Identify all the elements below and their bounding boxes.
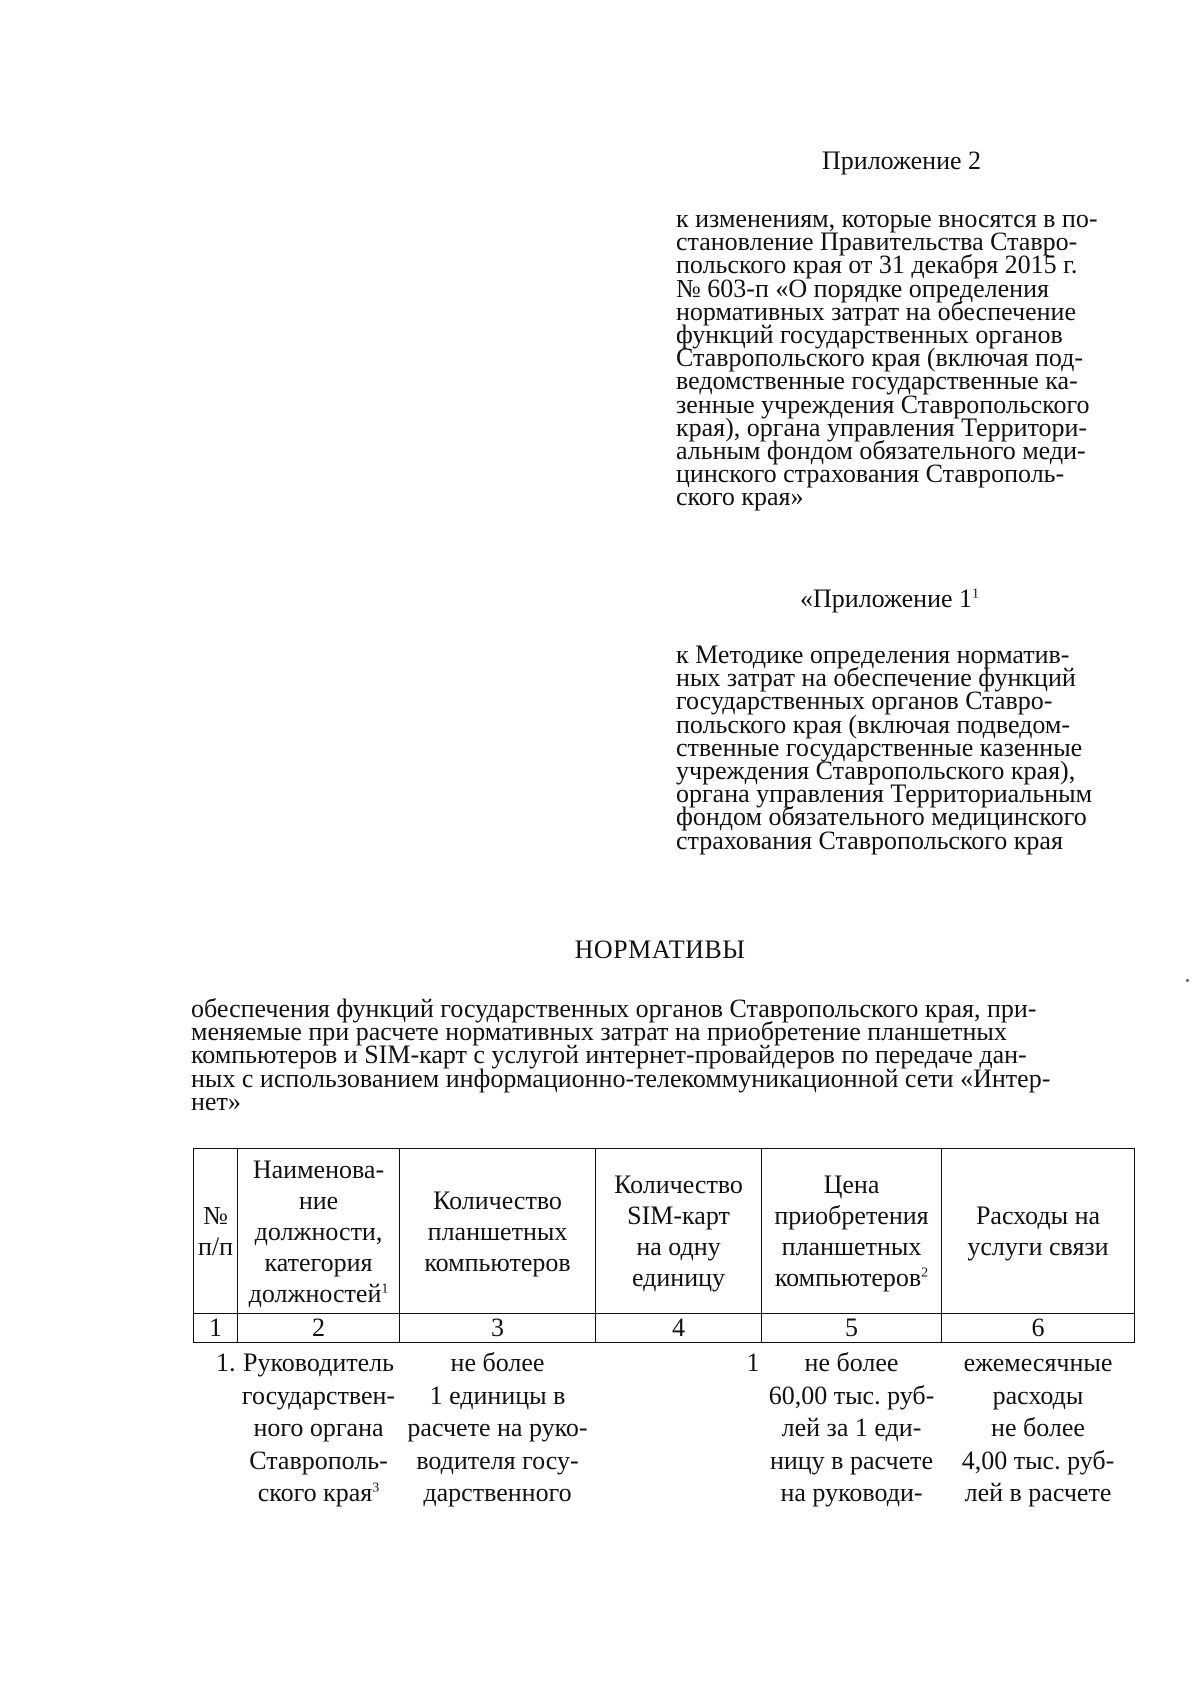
appendix-2-line: становление Правительства Ставро- [676, 227, 1078, 257]
header-line: на одну [636, 1232, 721, 1261]
appendix-1-line: ственные государственные казенные [676, 732, 1083, 762]
appendix-1-heading [800, 584, 979, 614]
header-line [240, 1278, 397, 1309]
cell-line: 1 единицы в [429, 1380, 566, 1410]
subtitle-line: ных с использованием информационно-телекоммуникационной сети «Интер- [191, 1063, 1051, 1093]
cell-line: ного органа [253, 1413, 384, 1442]
cell-line [240, 1477, 398, 1510]
header-position [238, 1149, 400, 1314]
table-header-row [194, 1149, 1135, 1314]
appendix-2-line: № 603-п «О порядке определения [676, 273, 1049, 303]
cell-line: на руководи- [780, 1478, 923, 1507]
appendix-1-line: ных затрат на обеспечение функций [676, 663, 1076, 693]
cell-line: 4,00 тыс. руб- [961, 1445, 1115, 1475]
appendix-2-line: функций государственных органов [676, 320, 1063, 350]
cell-line: лей в расчете [964, 1478, 1112, 1507]
cell-line: ежемесячные [963, 1348, 1113, 1377]
cell-line: Ставрополь- [249, 1445, 388, 1475]
cell-line: не более [991, 1413, 1085, 1442]
column-number: 6 [942, 1314, 1135, 1343]
cell-line: дарственного [423, 1478, 572, 1507]
appendix-2-line: края), органа управления Территори- [676, 412, 1088, 442]
norms-table [193, 1148, 1135, 1510]
footnote-mark: 1 [381, 1280, 389, 1296]
scan-speck [1186, 979, 1189, 982]
cell-position [238, 1343, 400, 1510]
cell-number [194, 1343, 238, 1510]
appendix-2-line: цинского страхования Ставрополь- [676, 459, 1065, 489]
cell-comm-costs [942, 1343, 1135, 1510]
appendix-1-heading-text: «Приложение 1 [800, 584, 973, 613]
column-number: 3 [400, 1314, 596, 1343]
cell-line: не более [450, 1348, 545, 1377]
appendix-2-line: ведомственные государственные ка- [676, 366, 1078, 396]
appendix-1-line: учреждения Ставропольского края), [676, 756, 1076, 786]
cell-line: государствен- [241, 1380, 396, 1410]
header-line: Цена [823, 1170, 880, 1199]
document-title: НОРМАТИВЫ [574, 935, 746, 964]
appendix-1-line: польского края (включая подведом- [676, 709, 1071, 739]
appendix-2-heading: Приложение 2 [822, 146, 982, 175]
header-line: Наименова- [252, 1154, 385, 1184]
header-line: компьютеров [424, 1247, 571, 1277]
column-number: 2 [238, 1314, 400, 1343]
appendix-1-line: к Методике определения норматив- [676, 640, 1070, 669]
appendix-2-line: зенные учреждения Ставропольского [676, 389, 1090, 419]
subtitle-line: нет» [191, 1086, 241, 1116]
cell-line: расчете на руко- [407, 1413, 588, 1442]
cell-sim-count [596, 1343, 762, 1510]
footnote-mark: 3 [372, 1480, 380, 1496]
column-number: 4 [596, 1314, 762, 1343]
footnote-mark: 2 [921, 1265, 929, 1281]
header-line: услуги связи [967, 1232, 1109, 1261]
header-line [764, 1262, 939, 1293]
column-number: 5 [762, 1314, 942, 1343]
appendix-1-line: страхования Ставропольского края [676, 825, 1063, 855]
cell-tablets-count [400, 1343, 596, 1510]
header-comm-costs [942, 1149, 1135, 1314]
header-line-text: должностей [248, 1278, 382, 1308]
column-number: 1 [194, 1314, 238, 1343]
header-line: Расходы на [975, 1201, 1101, 1230]
cell-line: водителя госу- [416, 1445, 579, 1475]
header-line: SIM-карт [627, 1201, 730, 1230]
appendix-2-line: альным фондом обязательного меди- [676, 436, 1086, 466]
cell-line: Руководитель [243, 1348, 394, 1377]
header-line: планшетных [427, 1216, 568, 1246]
appendix-2-line: к изменениям, которые вносятся в по- [676, 204, 1098, 233]
header-sim-count [596, 1149, 762, 1314]
appendix-2-line: нормативных затрат на обеспечение [676, 296, 1077, 326]
cell-line: 1 [746, 1348, 760, 1377]
appendix-2-line: ского края» [676, 482, 804, 512]
appendix-1-heading-sup: 1 [972, 586, 980, 602]
header-line: ние [298, 1185, 339, 1215]
header-line: категория [264, 1247, 373, 1277]
cell-line: не более [804, 1348, 899, 1377]
header-line: приобретения [774, 1201, 929, 1230]
header-line-text: компьютеров [774, 1263, 922, 1292]
header-tablet-price [762, 1149, 942, 1314]
cell-line: ницу в расчете [769, 1445, 934, 1475]
appendix-2-text [676, 204, 1136, 512]
cell-line: лей за 1 еди- [781, 1413, 922, 1442]
subtitle-line: обеспечения функций государственных органов Ставропольского края, при- [191, 994, 1037, 1023]
header-number [194, 1149, 238, 1314]
cell-line: 1. [216, 1348, 236, 1377]
header-line: Количество [614, 1170, 743, 1199]
appendix-1-text [676, 640, 1136, 855]
header-tablets-count [400, 1149, 596, 1314]
cell-line-text: ского края [257, 1478, 373, 1507]
header-line: должности, [254, 1216, 383, 1246]
cell-line: 60,00 тыс. руб- [768, 1380, 935, 1410]
appendix-2-line: польского края от 31 декабря 2015 г. [676, 250, 1078, 280]
appendix-1-line: фондом обязательного медицинского [676, 802, 1087, 832]
subtitle-line: меняемые при расчете нормативных затрат на приобретение планшетных [191, 1017, 1007, 1047]
document-subtitle [191, 994, 1136, 1116]
cell-line: расходы [992, 1380, 1084, 1410]
appendix-2-line: Ставропольского края (включая под- [676, 343, 1083, 373]
header-line: единицу [631, 1263, 726, 1292]
header-line: № [203, 1201, 228, 1230]
header-line: Количество [433, 1185, 562, 1215]
header-line: п/п [197, 1232, 234, 1261]
appendix-1-line: государственных органов Ставро- [676, 686, 1053, 716]
cell-tablet-price [762, 1343, 942, 1510]
table-row [194, 1343, 1135, 1510]
header-line: планшетных [781, 1232, 922, 1261]
column-number-row [194, 1314, 1135, 1343]
subtitle-line: компьютеров и SIM-карт с услугой интернет-провайдеров по передаче дан- [191, 1040, 1027, 1070]
appendix-1-line: органа управления Территориальным [676, 779, 1093, 809]
